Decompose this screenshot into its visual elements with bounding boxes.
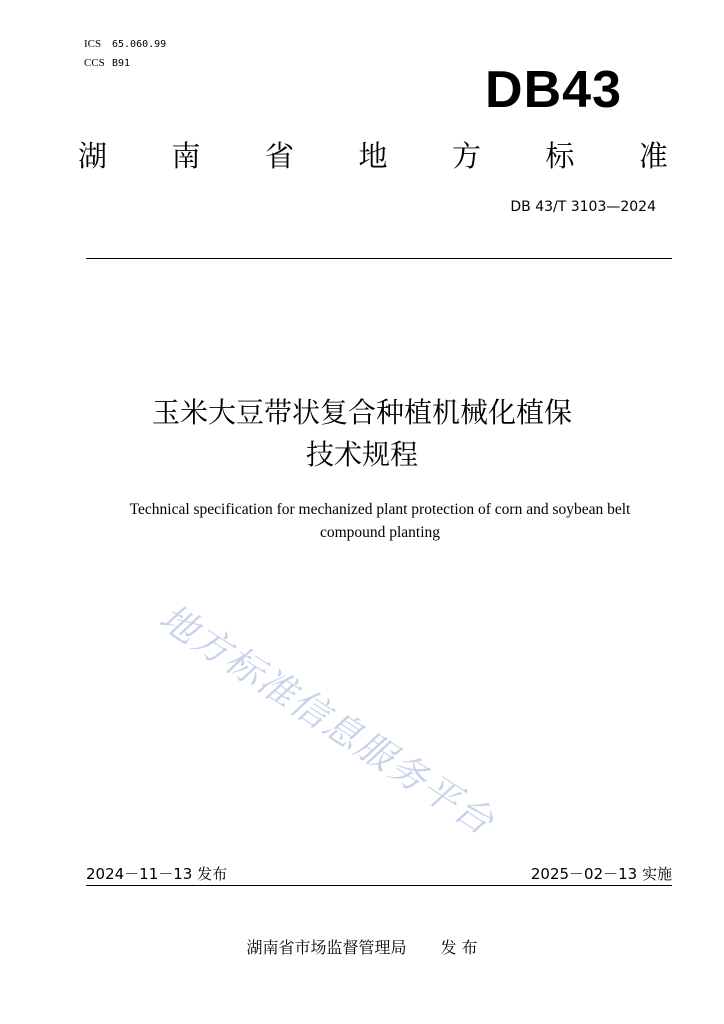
province-char: 准	[638, 139, 668, 173]
chinese-title-line1: 玉米大豆带状复合种植机械化植保	[151, 396, 572, 429]
province-char: 地	[358, 139, 388, 173]
issuer	[0, 935, 724, 958]
english-title-line1: Technical specification for mechanized plant protection of corn and soybean belt	[129, 501, 631, 518]
province-char: 方	[451, 139, 481, 173]
province-standard-title	[78, 138, 668, 174]
ics-row	[84, 35, 166, 54]
province-char: 湖	[78, 139, 108, 173]
english-title-line2: compound planting	[319, 524, 441, 541]
ccs-label: CCS	[84, 57, 105, 69]
bottom-divider	[86, 885, 672, 886]
province-char: 省	[264, 139, 294, 173]
db43-logo: DB43	[485, 61, 622, 119]
ics-label: ICS	[84, 38, 102, 50]
issuer-action: 发 布	[440, 938, 478, 957]
english-title	[90, 498, 670, 544]
chinese-title	[0, 392, 724, 476]
chinese-title-line2: 技术规程	[305, 438, 418, 471]
classification-codes	[84, 35, 166, 73]
province-char: 标	[545, 139, 575, 173]
issuer-name: 湖南省市场监督管理局	[246, 938, 407, 957]
province-char: 南	[171, 139, 201, 173]
standard-number: DB 43/T 3103—2024	[510, 199, 656, 215]
implementation-date: 2025－02－13 实施	[530, 865, 672, 883]
ccs-row	[84, 54, 166, 73]
ics-value: 65.060.99	[112, 39, 167, 50]
issue-date: 2024－11－13 发布	[86, 865, 228, 883]
watermark: 地方标准信息服务平台	[151, 595, 503, 845]
top-divider	[86, 258, 672, 259]
ccs-value: B91	[112, 58, 131, 69]
